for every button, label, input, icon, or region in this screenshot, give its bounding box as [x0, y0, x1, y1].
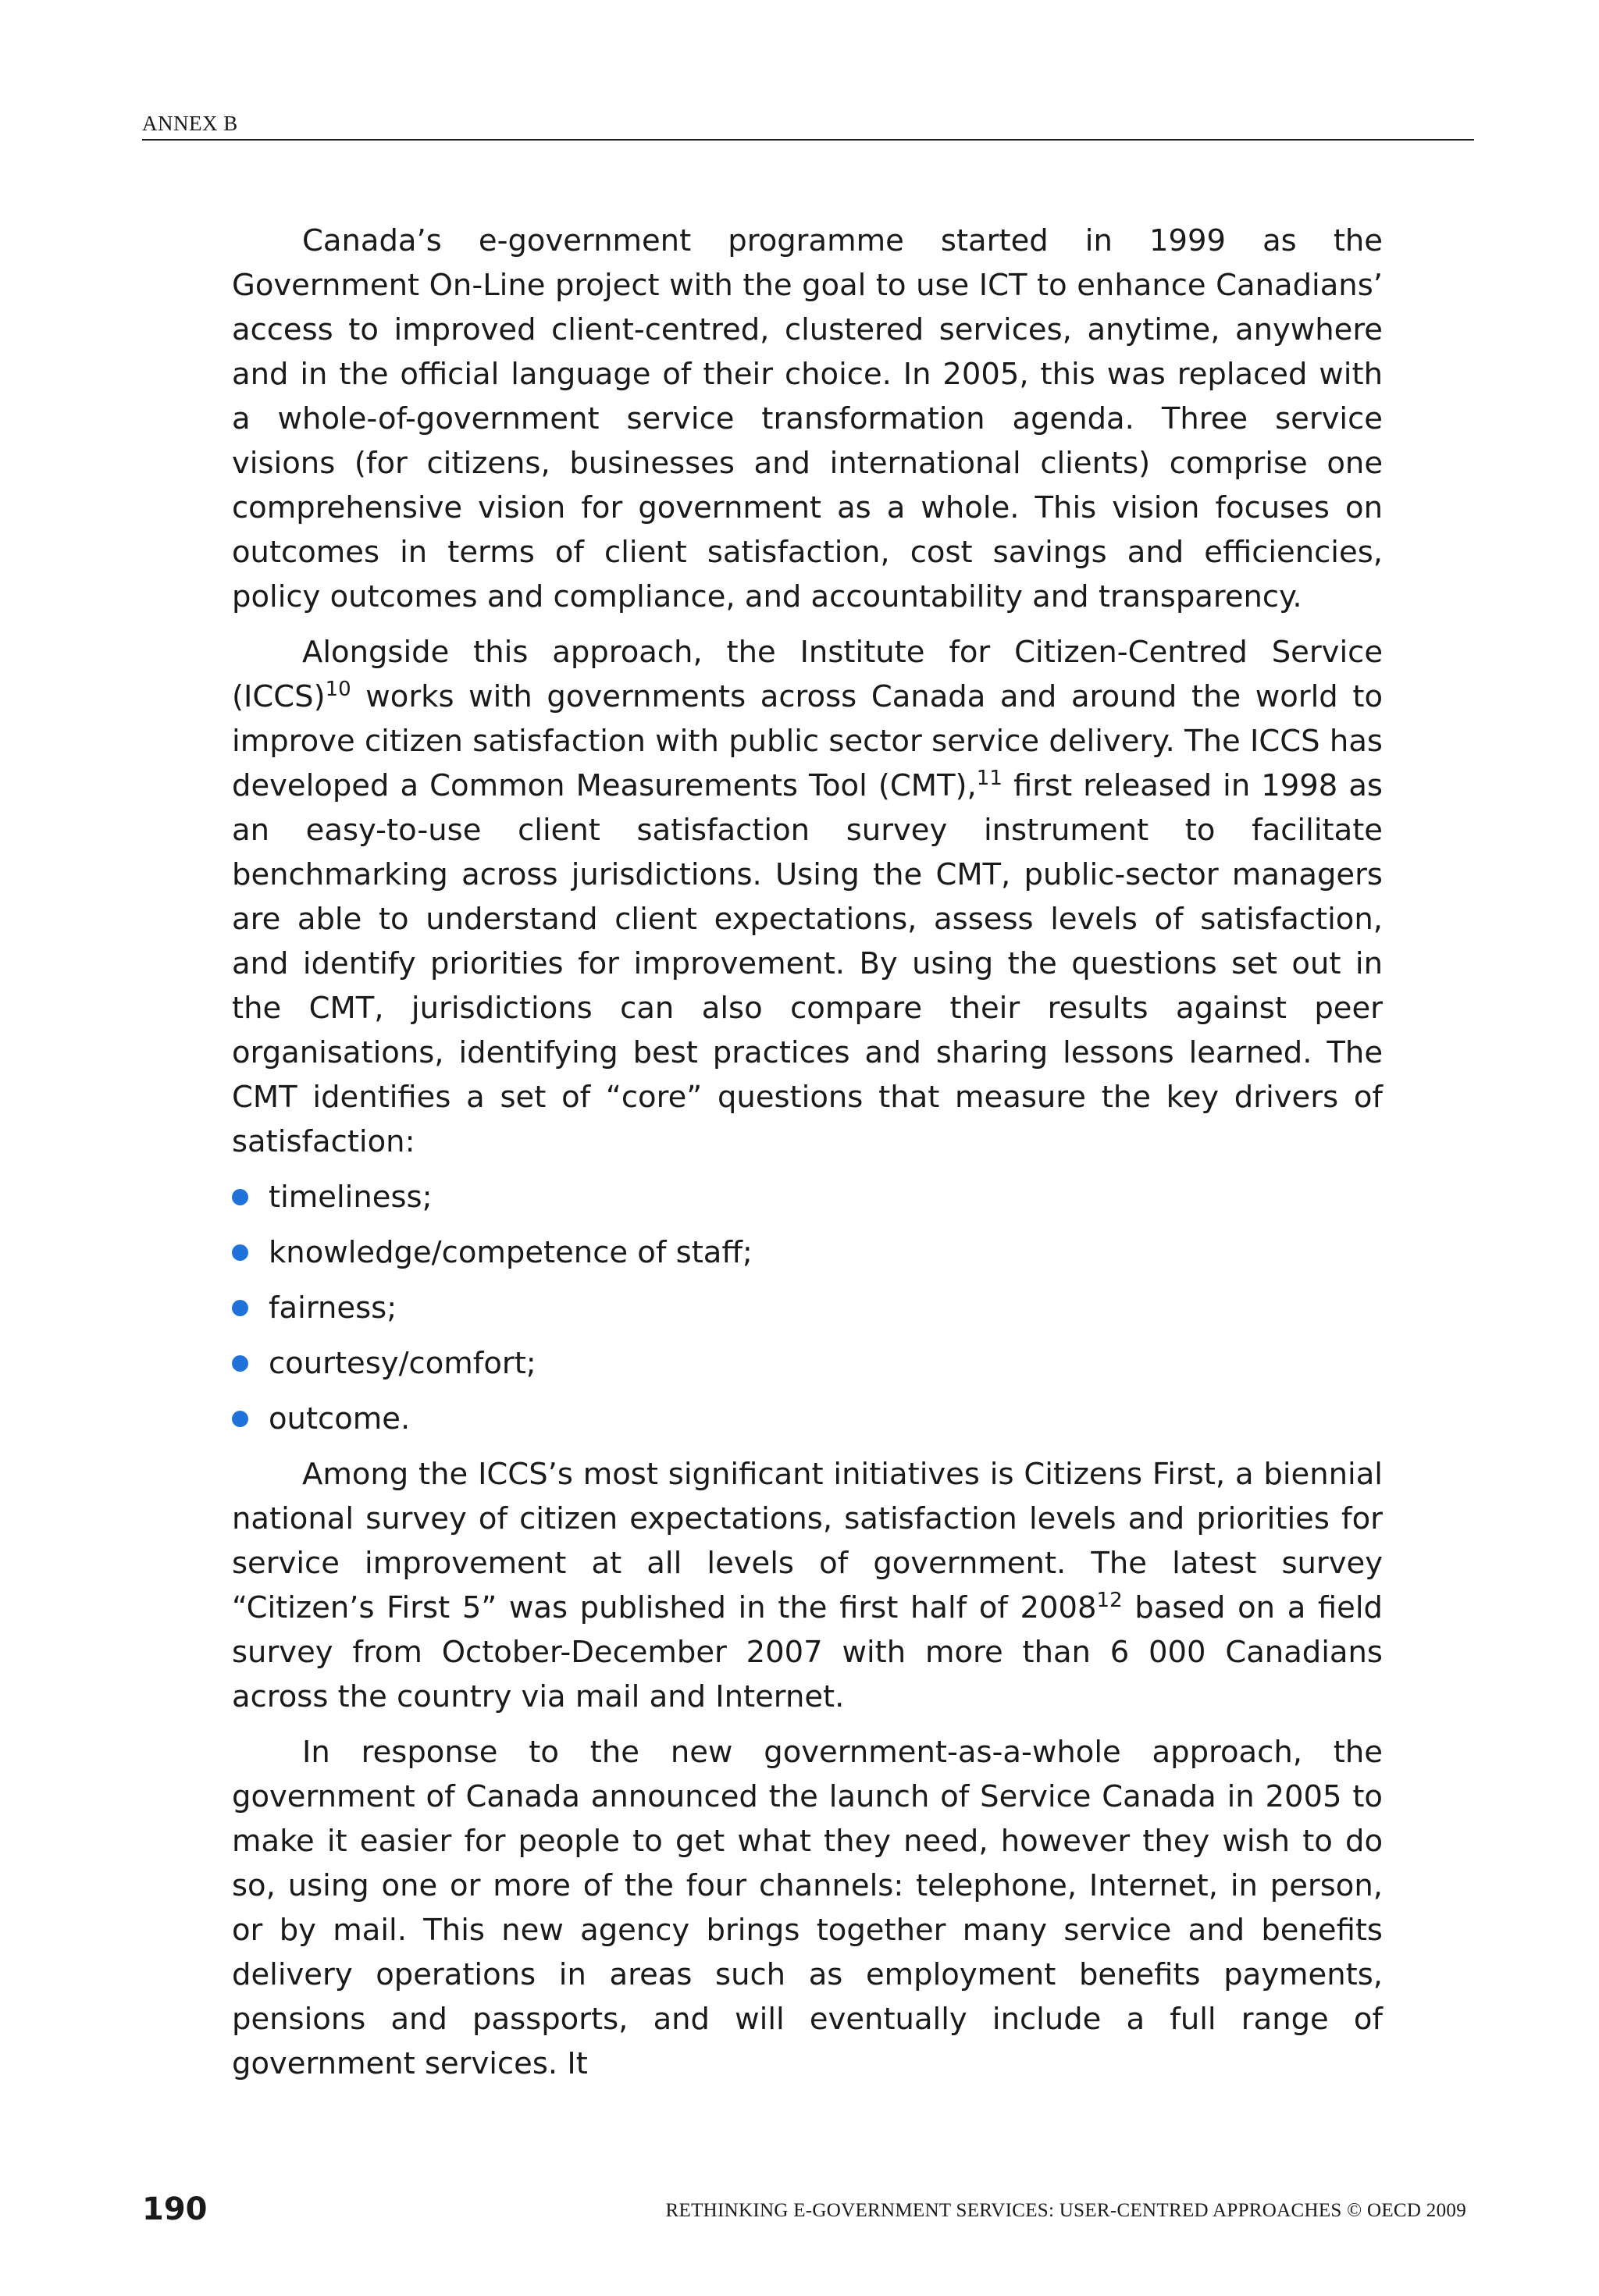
footnote-ref-12: 12: [1096, 1589, 1123, 1613]
list-item: [232, 1286, 1383, 1330]
drivers-of-satisfaction-list: [232, 1175, 1383, 1441]
list-item-text: fairness;: [269, 1290, 397, 1326]
footnote-ref-10: 10: [325, 678, 351, 702]
paragraph-iccs-part-2: works with governments across Canada and around the world to improve citizen satisfaction with public sector service delivery. The ICCS has developed a Common Measurements Tool (CMT),: [232, 679, 1383, 803]
paragraph-citizens-first-part-2: based on a field survey from October-December 2007 with more than 6 000 Canadians across the country via mail and Internet.: [232, 1590, 1383, 1714]
list-item-text: timeliness;: [269, 1180, 433, 1215]
list-item: [232, 1175, 1383, 1219]
header-rule: [142, 139, 1474, 141]
list-item: [232, 1397, 1383, 1441]
paragraph-iccs-part-3: first released in 1998 as an easy-to-use client satisfaction survey instrument to facilitate benchmarking across jurisdictions. Using the CMT, public-sector managers are able to understand client expectations, assess levels of satisfaction, and identify priorities for improvement. By using the questions set out in the CMT, jurisdictions can also compare their results against peer organisations, identifying best practices and sharing lessons learned. The CMT identifies a set of “core” questions that measure the key drivers of satisfaction:: [232, 768, 1383, 1159]
running-foot: RETHINKING E-GOVERNMENT SERVICES: USER-CENTRED APPROACHES © OECD 2009: [665, 2200, 1466, 2221]
bullet-dot-icon: [232, 1300, 248, 1316]
paragraph-citizens-first: [232, 1452, 1383, 1719]
bullet-dot-icon: [232, 1411, 248, 1427]
paragraph-iccs-part-1: Alongside this approach, the Institute for Citizen-Centred Service (ICCS): [232, 635, 1383, 714]
paragraph-iccs: [232, 630, 1383, 1164]
list-item-text: knowledge/competence of staff;: [269, 1235, 753, 1270]
list-item: [232, 1230, 1383, 1275]
paragraph-government-online: Canada’s e-government programme started in 1999 as the Government On-Line project with the goal to use ICT to enhance Canadians’ access to improved client-centred, clustered services, anytime, anywhere and in the official language of their choice. In 2005, this was replaced with a whole-of-government service transformation agenda. Three service visions (for citizens, businesses and international clients) comprise one comprehensive vision for government as a whole. This vision focuses on outcomes in terms of client satisfaction, cost savings and efficiencies, policy outcomes and compliance, and accountability and transparency.: [232, 223, 1383, 614]
paragraph-service-canada: In response to the new government-as-a-whole approach, the government of Canada announced the launch of Service Canada in 2005 to make it easier for people to get what they need, however they wish to do so, using one or more of the four channels: telephone, Internet, in person, or by mail. This new agency brings together many service and benefits delivery operations in areas such as employment benefits payments, pensions and passports, and will eventually include a full range of government services. It: [232, 1735, 1383, 2081]
bullet-dot-icon: [232, 1189, 248, 1205]
bullet-dot-icon: [232, 1244, 248, 1261]
running-head: ANNEX B: [142, 112, 238, 135]
bullet-dot-icon: [232, 1355, 248, 1372]
footnote-ref-11: 11: [976, 767, 1002, 791]
body-text: [232, 219, 1383, 2097]
page-number: 190: [142, 2191, 208, 2227]
list-item-text: outcome.: [269, 1401, 411, 1436]
list-item-text: courtesy/comfort;: [269, 1346, 536, 1381]
paragraph-citizens-first-part-1: Among the ICCS’s most significant initiatives is Citizens First, a biennial national survey of citizen expectations, satisfaction levels and priorities for service improvement at all levels of government. The latest survey “Citizen’s First 5” was published in the first half of 2008: [232, 1457, 1383, 1625]
list-item: [232, 1341, 1383, 1386]
